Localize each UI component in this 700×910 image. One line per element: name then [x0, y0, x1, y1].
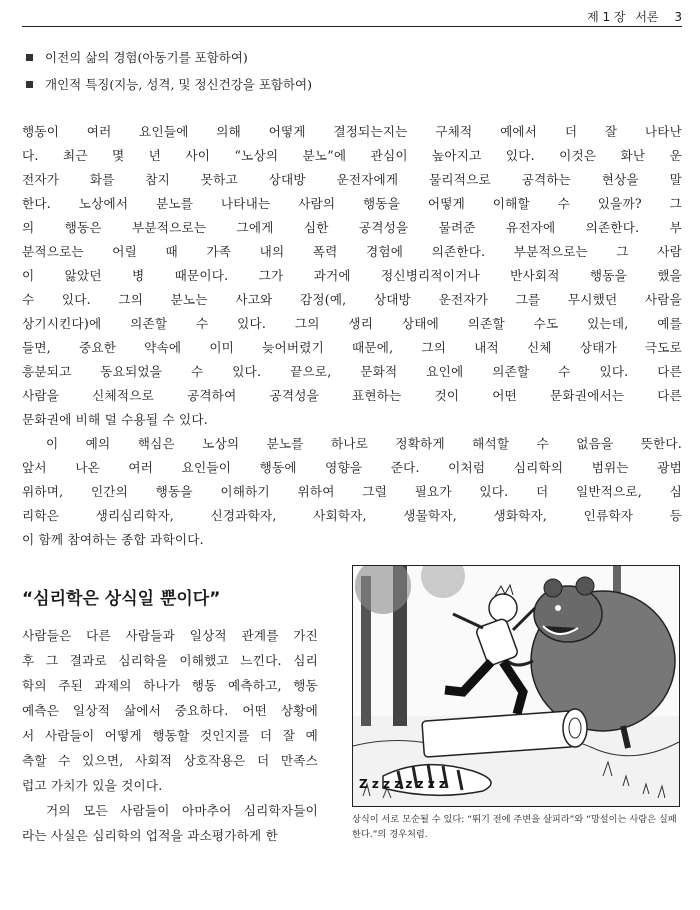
body-paragraph — [22, 623, 318, 798]
text-line: 측할 수 있으면, 사회적 상호작용은 더 만족스 — [22, 753, 318, 768]
text-line: 이 함께 참여하는 종합 과학이다. — [22, 532, 204, 547]
text-line: 사람을 신체적으로 공격하여 공격성을 표현하는 것이 어떤 문화권에서는 다른 — [22, 388, 682, 403]
running-header — [22, 8, 682, 27]
text-line: 흥분되고 동요되었을 수 있다. 끝으로, 문화적 요인에 의존할 수 있다. 다른 — [22, 364, 682, 379]
section-body-text — [22, 623, 318, 848]
body-paragraph — [22, 120, 682, 432]
text-line: 거의 모든 사람들이 아마추어 심리학자들이 — [46, 803, 318, 818]
square-bullet-icon — [26, 54, 33, 61]
text-line: 이 예의 핵심은 노상의 분노를 하나로 정확하게 해석할 수 없음을 뜻한다. — [46, 436, 682, 451]
chapter-label: 제 1 장 — [587, 10, 626, 24]
text-line: 분적으로는 어릴 때 가족 내의 폭력 경험에 의존한다. 부분적으로는 그 사람 — [22, 244, 682, 259]
chapter-title: 서론 — [635, 10, 659, 24]
page-number: 3 — [674, 10, 682, 24]
cartoon-illustration — [352, 565, 680, 807]
text-line: 리학은 생리심리학자, 신경과학자, 사회학자, 생물학자, 생화학자, 인류학자 등 — [22, 508, 682, 523]
text-line: 이 앓았던 병 때문이다. 그가 과거에 정신병리적이거나 반사회적 행동을 했을 — [22, 268, 682, 283]
text-line: 예측은 일상적 삶에서 중요하다. 어떤 상황에 — [22, 703, 318, 718]
bullet-text: 이전의 삶의 경험(아동기를 포함하여) — [45, 50, 248, 65]
text-line: 전자가 화를 참지 못하고 상대방 운전자에게 물리적으로 공격하는 현상을 말 — [22, 172, 682, 187]
bullet-item — [26, 44, 666, 71]
text-line: 다. 최근 몇 년 사이 “노상의 분노”에 관심이 높아지고 있다. 이것은 화난 운 — [22, 148, 682, 163]
text-line: 한다. 노상에서 분노를 나타내는 사람의 행동을 어떻게 이해할 수 있을까? 그 — [22, 196, 682, 211]
text-line: 상기시킨다)에 의존할 수 있다. 그의 생리 상태에 의존할 수도 있는데, 예를 — [22, 316, 682, 331]
text-line: 럽고 가치가 있을 것이다. — [22, 778, 163, 793]
text-line: 수 있다. 그의 분노는 사고와 감정(예, 상대방 운전자가 그를 무시했던 사람을 — [22, 292, 682, 307]
bullet-list — [26, 44, 666, 98]
figure-caption: 상식이 서로 모순될 수 있다: “뛰기 전에 주변을 살피라”와 “망설이는 사람은 실패한다.”의 경우처럼. — [352, 814, 677, 840]
text-line: 후 그 결과로 심리학을 이해했고 느낀다. 심리 — [22, 653, 318, 668]
text-line: 서 사람들이 어떻게 행동할 것인지를 더 잘 예 — [22, 728, 318, 743]
text-line: 위하며, 인간의 행동을 이해하기 위하여 그럴 필요가 있다. 더 일반적으로, 심 — [22, 484, 682, 499]
text-line: 앞서 나온 여러 요인들이 행동에 영향을 준다. 이처럼 심리학의 범위는 광범 — [22, 460, 682, 475]
bullet-text: 개인적 특징(지능, 성격, 및 정신건강을 포함하여) — [45, 77, 312, 92]
snore-text: Z z z z z z z z — [359, 777, 446, 791]
text-line: 의 행동은 부분적으로는 그에게 심한 공격성을 물려준 유전자에 의존한다. 부 — [22, 220, 682, 235]
text-line: 학의 주된 과제의 하나가 행동 예측하고, 행동 — [22, 678, 318, 693]
text-line: 행동이 여러 요인들에 의해 어떻게 결정되는지는 구체적 예에서 더 잘 나타난 — [22, 124, 682, 139]
main-body-text — [22, 120, 682, 552]
text-line: 사람들은 다른 사람들과 일상적 관계를 가진 — [22, 628, 318, 643]
bullet-item — [26, 71, 666, 98]
square-bullet-icon — [26, 81, 33, 88]
text-line: 들면, 중요한 약속에 이미 늦어버렸기 때문에, 그의 내적 신체 상태가 극도로 — [22, 340, 682, 355]
text-line: 라는 사실은 심리학의 업적을 과소평가하게 한 — [22, 828, 278, 843]
body-paragraph — [22, 432, 682, 552]
body-paragraph — [22, 798, 318, 848]
cartoon-drawing — [353, 566, 679, 806]
section-heading: “심리학은 상식일 뿐이다” — [22, 589, 221, 609]
text-line: 문화권에 비해 덜 수용될 수 있다. — [22, 412, 208, 427]
